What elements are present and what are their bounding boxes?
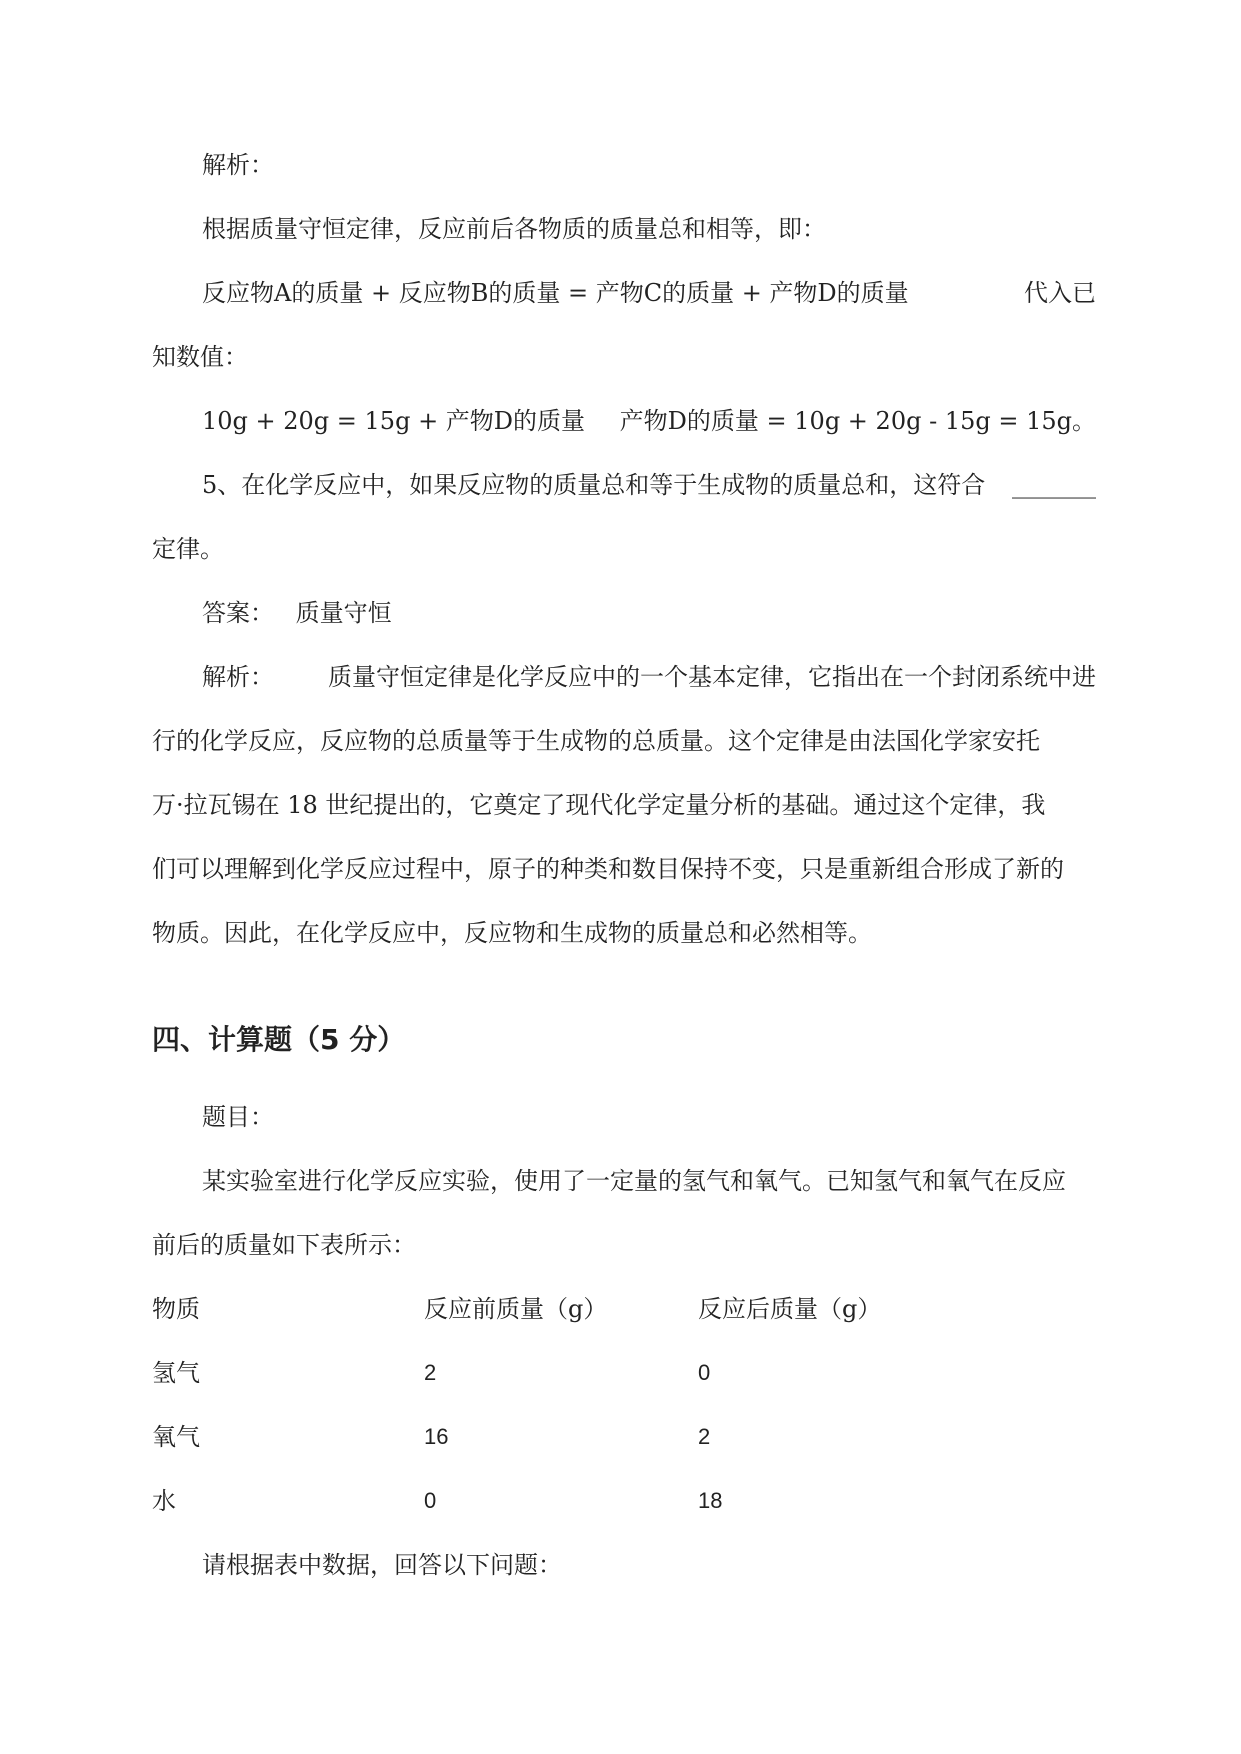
- q5-analysis-text-2: 行的化学反应，反应物的总质量等于生成物的总质量。这个定律是由法国化学家安托: [152, 727, 1040, 755]
- question-prompt: 请根据表中数据，回答以下问题：: [202, 1551, 562, 1579]
- q5-question-cont: 定律。: [152, 535, 224, 563]
- q4-calc-text-2: 产物D的质量 = 10g + 20g - 15g = 15g。: [619, 407, 1096, 435]
- problem-text-1: 某实验室进行化学反应实验，使用了一定量的氢气和氧气。已知氢气和氧气在反应: [202, 1167, 1066, 1195]
- table-cell-substance: 氢气: [152, 1359, 200, 1387]
- q5-answer-blank: _______: [1012, 471, 1096, 499]
- q5-analysis-text-5: 物质。因此，在化学反应中，反应物和生成物的质量总和必然相等。: [152, 919, 872, 947]
- q4-formula-continuation: 代入已: [1024, 279, 1096, 307]
- q5-question-text: 5、在化学反应中，如果反应物的质量总和等于生成物的质量总和，这符合: [202, 471, 986, 499]
- q4-formula-cont: 知数值：: [152, 343, 248, 371]
- q5-analysis-label: 解析：: [202, 663, 274, 691]
- q4-calc-text-1: 10g + 20g = 15g + 产物D的质量: [202, 407, 586, 435]
- q5-analysis-text-1: 质量守恒定律是化学反应中的一个基本定律，它指出在一个封闭系统中进: [328, 663, 1096, 691]
- q5-answer-value: 质量守恒: [295, 599, 392, 627]
- q5-question-row: [202, 468, 1096, 502]
- table-cell-after: 2: [698, 1424, 711, 1449]
- table-header-substance: 物质: [152, 1295, 200, 1323]
- table-cell-before: 16: [424, 1424, 449, 1449]
- q4-analysis-line: 根据质量守恒定律，反应前后各物质的质量总和相等，即：: [202, 215, 826, 243]
- q5-analysis-text-3: 万·拉瓦锡在 18 世纪提出的，它奠定了现代化学定量分析的基础。通过这个定律，我: [152, 791, 1046, 819]
- q4-analysis-label: 解析：: [202, 151, 274, 179]
- table-cell-before: 0: [424, 1488, 437, 1513]
- q4-calc-row: [202, 404, 1096, 438]
- table-cell-after: 18: [698, 1488, 723, 1513]
- table-cell-before: 2: [424, 1360, 437, 1385]
- topic-label: 题目：: [202, 1103, 274, 1131]
- q5-analysis-row-1: [202, 660, 1096, 694]
- table-cell-after: 0: [698, 1360, 711, 1385]
- table-cell-substance: 水: [152, 1487, 176, 1515]
- problem-text-2: 前后的质量如下表所示：: [152, 1231, 416, 1259]
- table-header-after: 反应后质量（g）: [698, 1295, 882, 1323]
- q4-formula-text: 反应物A的质量 + 反应物B的质量 = 产物C的质量 + 产物D的质量: [202, 279, 909, 307]
- table-header-before: 反应前质量（g）: [424, 1295, 608, 1323]
- q5-analysis-text-4: 们可以理解到化学反应过程中，原子的种类和数目保持不变，只是重新组合形成了新的: [152, 855, 1064, 883]
- q5-answer-row: [202, 596, 392, 630]
- section-heading: 四、计算题（5 分）: [152, 1023, 406, 1056]
- q4-formula-row: [202, 276, 1096, 310]
- table-cell-substance: 氧气: [152, 1423, 200, 1451]
- q5-answer-label: 答案：: [202, 599, 274, 627]
